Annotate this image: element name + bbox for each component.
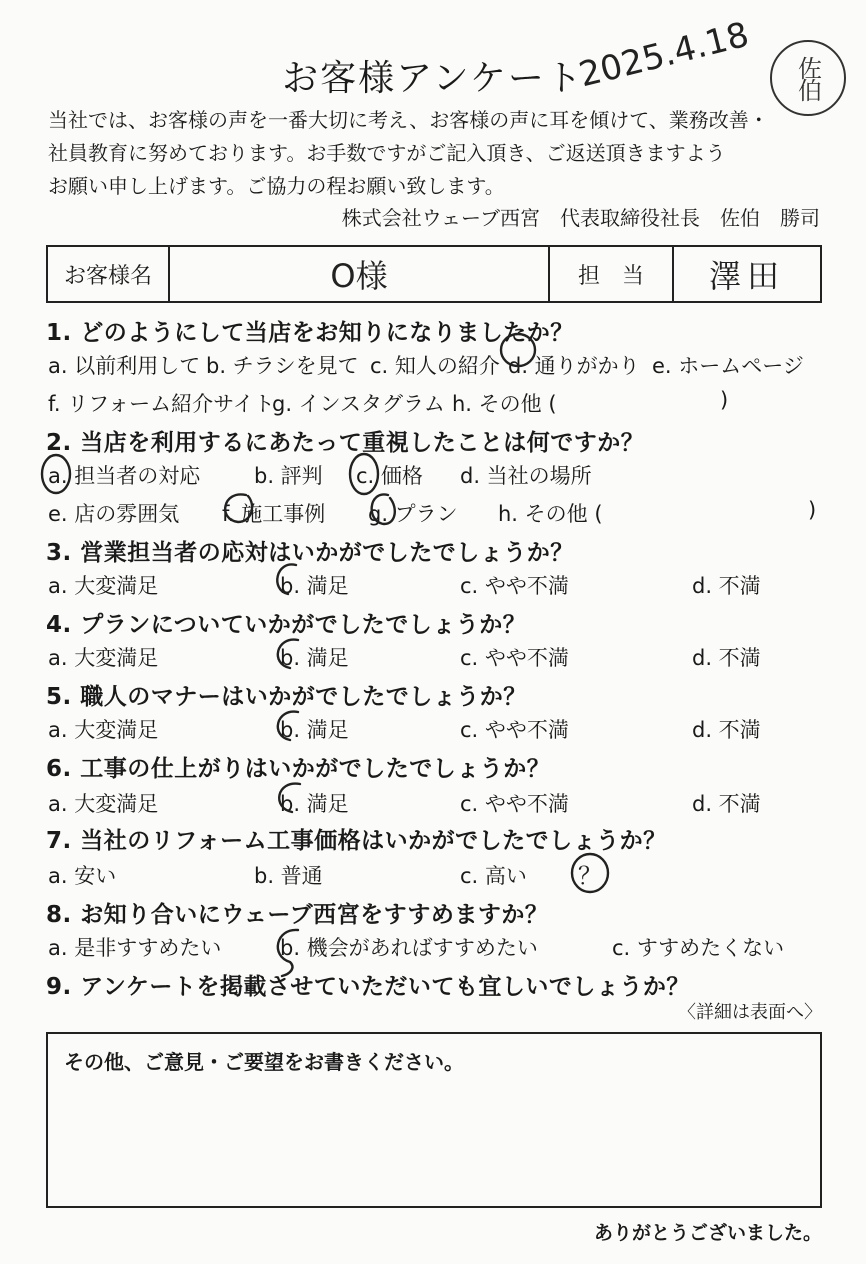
q2-option-b[interactable]: b. 評判 — [254, 464, 323, 488]
q1-option-a[interactable]: a. 以前利用して — [48, 354, 201, 378]
q2-option-d[interactable]: d. 当社の場所 — [460, 464, 592, 488]
q7-handwritten-question-mark: ？ — [578, 862, 602, 890]
company-signature: 株式会社ウェーブ西宮 代表取締役社長 佐伯 勝司 — [341, 206, 820, 230]
customer-name-label: お客様名 — [48, 247, 170, 301]
q5-option-a[interactable]: a. 大変満足 — [48, 718, 159, 742]
detail-note: 〈詳細は表面へ〉 — [678, 1002, 822, 1023]
q4-option-c[interactable]: c. やや不満 — [460, 646, 569, 670]
q8-option-a[interactable]: a. 是非すすめたい — [48, 936, 222, 960]
handwritten-date: 2025.4.18 — [575, 14, 753, 96]
q1-option-d[interactable]: d. 通りがかり — [508, 354, 640, 378]
q6-option-d[interactable]: d. 不満 — [692, 792, 761, 816]
question-2: 2. 当店を利用するにあたって重視したことは何ですか？ — [46, 430, 645, 456]
q1-option-h[interactable]: h. その他 ( — [452, 392, 557, 416]
q8-option-b[interactable]: b. 機会があればすすめたい — [280, 936, 538, 960]
q2-option-c[interactable]: c. 価格 — [356, 464, 423, 488]
q6-option-c[interactable]: c. やや不満 — [460, 792, 569, 816]
q2-option-h[interactable]: h. その他 ( — [498, 502, 603, 526]
q1-option-f[interactable]: f. リフォーム紹介サイト — [48, 392, 275, 416]
comment-prompt: その他、ご意見・ご要望をお書きください。 — [64, 1050, 464, 1074]
q2-option-h-close: ) — [808, 498, 817, 522]
q6-option-a[interactable]: a. 大変満足 — [48, 792, 159, 816]
q8-option-c[interactable]: c. すすめたくない — [612, 936, 785, 960]
q1-option-g[interactable]: g. インスタグラム — [272, 392, 445, 416]
thanks-text: ありがとうございました。 — [593, 1222, 822, 1244]
q7-option-a[interactable]: a. 安い — [48, 864, 117, 888]
question-9: 9. アンケートを掲載させていただいても宜しいでしょうか？ — [46, 974, 690, 1000]
q4-option-d[interactable]: d. 不満 — [692, 646, 761, 670]
q3-option-c[interactable]: c. やや不満 — [460, 574, 569, 598]
q7-option-b[interactable]: b. 普通 — [254, 864, 323, 888]
question-1: 1. どのようにして当店をお知りになりましたか？ — [46, 320, 574, 346]
q1-option-c[interactable]: c. 知人の紹介 — [370, 354, 500, 378]
q2-option-a[interactable]: a. 担当者の対応 — [48, 464, 201, 488]
staff-field[interactable]: 澤田 — [708, 257, 785, 295]
seal-stamp: 佐伯 — [793, 56, 822, 100]
q2-option-g[interactable]: g. プラン — [368, 502, 458, 526]
question-6: 6. 工事の仕上がりはいかがでしたでしょうか？ — [46, 756, 551, 782]
q5-option-c[interactable]: c. やや不満 — [460, 718, 569, 742]
q2-option-f[interactable]: f. 施工事例 — [222, 502, 326, 526]
q4-option-a[interactable]: a. 大変満足 — [48, 646, 159, 670]
question-8: 8. お知り合いにウェーブ西宮をすすめますか？ — [46, 902, 549, 928]
question-4: 4. プランについていかがでしたでしょうか？ — [46, 612, 527, 638]
customer-info-table — [46, 245, 822, 303]
question-5: 5. 職人のマナーはいかがでしたでしょうか？ — [46, 684, 527, 710]
staff-label: 担 当 — [550, 247, 674, 301]
q5-option-d[interactable]: d. 不満 — [692, 718, 761, 742]
comment-box[interactable] — [46, 1032, 822, 1208]
q1-option-e[interactable]: e. ホームページ — [652, 354, 804, 378]
q3-option-a[interactable]: a. 大変満足 — [48, 574, 159, 598]
q6-option-b[interactable]: b. 満足 — [280, 792, 349, 816]
q3-option-d[interactable]: d. 不満 — [692, 574, 761, 598]
q4-option-b[interactable]: b. 満足 — [280, 646, 349, 670]
intro-line-2: 社員教育に努めております。お手数ですがご記入頂き、ご返送頂きますよう — [48, 141, 726, 165]
q1-option-b[interactable]: b. チラシを見て — [206, 354, 359, 378]
page-title: お客様アンケート — [282, 58, 584, 99]
q7-option-c[interactable]: c. 高い — [460, 864, 527, 888]
intro-line-1: 当社では、お客様の声を一番大切に考え、お客様の声に耳を傾けて、業務改善・ — [48, 108, 769, 132]
q1-option-h-close: ) — [720, 388, 729, 412]
intro-line-3: お願い申し上げます。ご協力の程お願い致します。 — [48, 174, 505, 198]
q2-option-e[interactable]: e. 店の雰囲気 — [48, 502, 180, 526]
customer-name-field[interactable]: O様 — [170, 247, 550, 301]
question-7: 7. 当社のリフォーム工事価格はいかがでしたでしょうか？ — [46, 828, 667, 854]
q3-option-b[interactable]: b. 満足 — [280, 574, 349, 598]
question-3: 3. 営業担当者の応対はいかがでしたでしょうか？ — [46, 540, 574, 566]
q5-option-b[interactable]: b. 満足 — [280, 718, 349, 742]
